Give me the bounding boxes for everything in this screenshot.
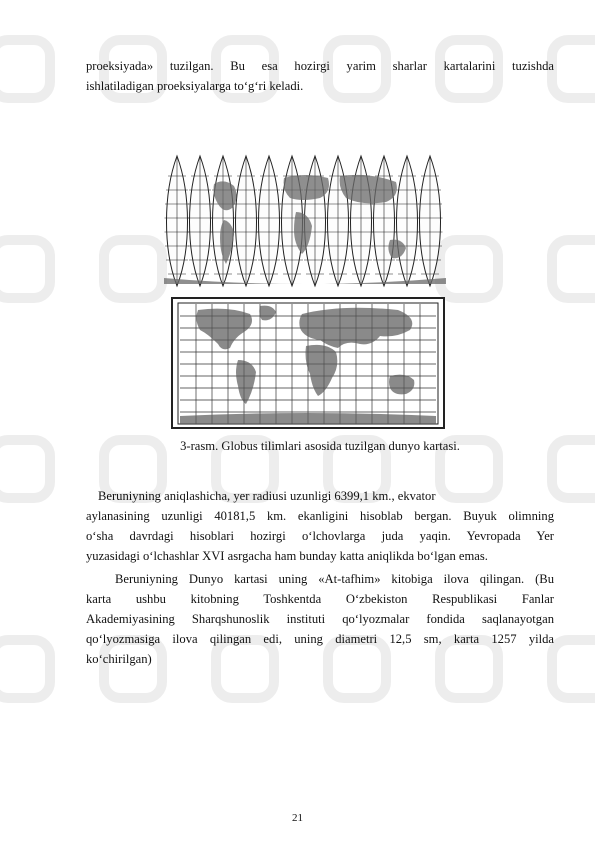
world-map-grid [172, 298, 444, 428]
text-line: karta ushbu kitobning Toshkentda O‘zbekiston Respublikasi Fanlar [86, 592, 554, 606]
text-line: aylanasining uzunligi 40181,5 km. ekanligini hisoblab bergan. Buyuk olimning [86, 509, 554, 523]
paragraph-top [86, 56, 554, 96]
paragraph-biruni-map [86, 569, 554, 669]
text-line: Beruniyning aniqlashicha, yer radiusi uzunligi 6399,1 km., ekvator [98, 489, 436, 503]
text-line: yuzasidagi o‘lchashlar XVI asrgacha ham bunday katta aniqlikda bo‘lgan emas. [86, 549, 488, 563]
text-line: qo‘lyozmasiga ilova qilingan edi, uning diametri 12,5 sm, karta 1257 yilda [86, 632, 554, 646]
text-line: ko‘chirilgan) [86, 652, 152, 666]
text-line: o‘sha davrdagi hisoblari hozirgi o‘lchovlarga juda yaqin. Yevropada Yer [86, 529, 554, 543]
text-line: Akademiyasining Sharqshunoslik instituti qo‘lyozmalar fondida saqlanayotgan [86, 612, 554, 626]
text-line: ishlatiladigan proeksiyalarga to‘g‘ri keladi. [86, 79, 304, 93]
globe-gores-world-map-figure [164, 154, 446, 430]
text-line: Beruniyning Dunyo kartasi uning «At-tafhim» kitobiga ilova qilingan. (Bu [115, 572, 554, 586]
paragraph-biruni-radius [86, 486, 554, 566]
text-line: proeksiyada» tuzilgan. Bu esa hozirgi yarim sharlar kartalarini tuzishda [86, 59, 554, 73]
figure-caption: 3-rasm. Globus tilimlari asosida tuzilgan dunyo kartasi. [180, 439, 460, 453]
page-number: 21 [292, 812, 303, 824]
